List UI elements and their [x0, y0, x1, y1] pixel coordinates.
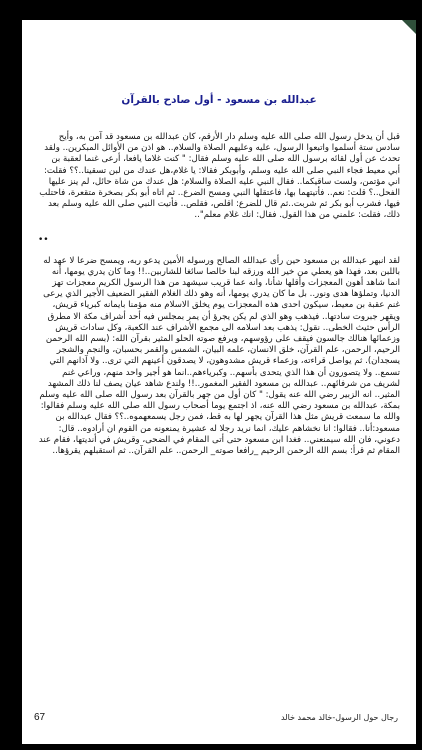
- page-content: [38, 92, 400, 457]
- body-paragraph: لقد انبهر عبدالله بن مسعود حين رأى عبدالله الصالح ورسوله الأمين يدعو ربه، ويمسح ضرعا لا عهد له باللبن بعد، فهذا هو يعطي من خير الله ورزقه لبنا خالصا سائغا للشاربين..!! وما كان يدري يومها، أنه انما شاهد أهون المعجزات وأقلها شأنا، وانه عما قريب سيشهد من هذا الرسول الكريم معجزات تهز الدنيا، وتملؤها هدى ونور.. بل ما كان يدري يومها، أنه وهو ذلك الغلام الفقير الضعيف الأجير الذي يرعى غنم عقبة بن معيط، سيكون احدى هذه المعجزات يوم يخلق الاسلام منه مؤمنا بايمانه كبرياء قريش، ويقهر جبروت سادتها.. فيذهب وهو الذي لم يكن يجرؤ أن يمر بمجلس فيه أحد أشراف مكة الا مطرق الرأس حثيث الخطى.. نقول: يذهب بعد اسلامه الى مجمع الأشراف عند الكعبة، وكل سادات قريش وزعمائها هنالك جالسون فيقف على رؤوسهم، ويرفع صوته الحلو المثير بقرآن الله: (بسم الله الرحمن الرحيم، الرحمن، علم القرآن، خلق الانسان، علمه البيان، الشمس والقمر بحسبان، والنجم والشجر يسجدان). ثم يواصل قراءته، وزعماء قريش مشدوهون، لا يصدقون أعينهم التي ترى.. ولا آذانهم التي تسمع.. ولا يتصورون أن هذا الذي يتحدى بأسهم.. وكبرياءهم..انما هو أجير واحد منهم، وراعي غنم لشريف من شرفائهم.. عبدالله بن مسعود الفقير المغمور..!! ولندع شاهد عيان يصف لنا ذلك المشهد المثير.. انه الزبير رضي الله عنه يقول: " كان أول من جهر بالقرآن بعد رسول الله صلى الله عليه وسلم بمكة، عبدالله بن مسعود رضي الله عنه، اذ اجتمع يوما أصحاب رسول الله صلى الله عليه وسلم فقالوا: والله ما سمعت قريش مثل هذا القرآن يجهر لها به قط، فمن رجل يسمعهموه..؟؟ فقال عبدالله بن مسعود:أنا.. فقالوا: انا نخشاهم عليك، انما نريد رجلا له عشيرة يمنعونه من القوم ان أرادوه.. قال: دعوني، فان الله سيمنعني.. فغدا ابن مسعود حتى أتى المقام في الضحى، وقريش في أنديتها، فقام عند المقام ثم قرأ: بسم الله الرحمن الرحيم _رافعا صوته_ الرحمن.. علم القرآن.. ثم استقبلهم يقرؤها..: [38, 255, 400, 457]
- chapter-title: عبدالله بن مسعود - أول صادح بالقرآن: [121, 94, 317, 106]
- page-number: 67: [34, 711, 46, 723]
- book-page[interactable]: [22, 20, 416, 744]
- page-curl-icon[interactable]: [402, 20, 416, 34]
- page-footer: [34, 710, 398, 724]
- body-paragraph: قبل أن يدخل رسول الله صلى الله عليه وسلم دار الأرقم، كان عبدالله بن مسعود قد آمن به، وأيح سادس ستة أسلموا واتبعوا الرسول، عليه وعليهم الصلاة والسلام.. هو اذن من الأوائل المبكرين.. ولقد تحدث عن أول لقائه برسول الله صلى الله عليه وسلم فقال: " كنت غلاما يافعا، أرعى غنما لعقبة بن أبي معيط فجاء النبي صلى الله عليه وسلم، وأبوبكر فقالا: يا غلام،هل عندك من لبن تسقينا..؟؟ فقلت: اني مؤتمن، ولست ساقيكما.. فقال النبي عليه الصلاة والسلام: هل عندك من شاة حائل، لم ينز عليها الفحل..؟ قلت: نعم.. فأتيتهما بها، فاعتقلها النبي ومسح الضرع.. ثم اتاه أبو بكر بصخرة متقعرة، فاحتلب فيها، فشرب أبو بكر ثم شربت..ثم قال للضرع: اقلص، فقلص.. فأتيت النبي صلى الله عليه وسلم بعد ذلك، فقلت: علمني من هذا القول. فقال: انك غلام معلم"..: [39, 132, 400, 221]
- section-separator: ••: [38, 234, 49, 245]
- home-indicator: [0, 744, 422, 750]
- running-footer: رجال حول الرسول-خالد محمد خالد: [280, 712, 398, 722]
- status-bar: [0, 0, 422, 20]
